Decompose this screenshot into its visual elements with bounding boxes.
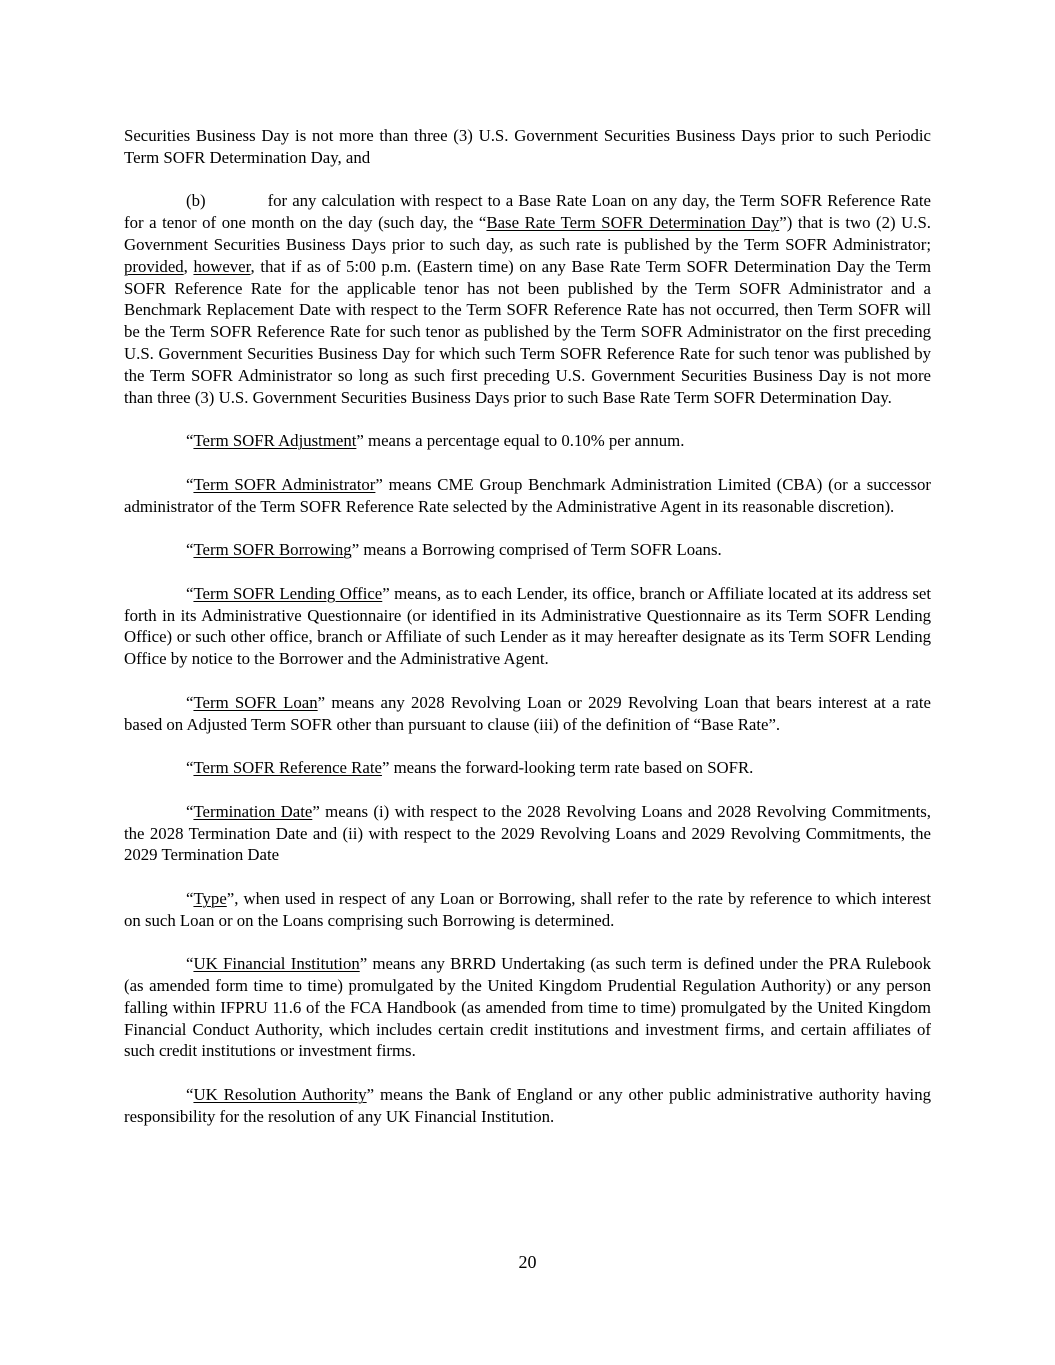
- proviso-provided: provided: [124, 256, 184, 276]
- definition-text: ” means CME Group Benchmark Administration Limited (CBA) (or a successor administrator of the Term SOFR Reference Rate selected by the Administrative Agent in its reasonable discretion).: [124, 474, 932, 516]
- continuation-text: Securities Business Day is not more than three (3) U.S. Government Securities Business Days prior to such Periodic Term SOFR Determination Day, and: [124, 126, 931, 167]
- definition-text: ” means (i) with respect to the 2028 Revolving Loans and 2028 Revolving Commitments, the 2028 Termination Date and (ii) with respect to the 2029 Revolving Loans and 2029 Revolving Commitments, the 2029 Termination Date: [124, 801, 931, 865]
- definition-text: ” means any BRRD Undertaking (as such term is defined under the PRA Rulebook (as amended form time to time) promulgated by the United Kingdom Prudential Regulation Authority) or any person falling within IFPRU 11.6 of the FCA Handbook (as amended from time to time) promulgated by the United Kingdom Financial Conduct Authority, which includes certain credit institutions and investment firms, and certain affiliates of such credit institutions or investment firms.: [124, 954, 931, 1061]
- definition-text: ” means a percentage equal to 0.10% per annum.: [356, 431, 685, 451]
- defined-term: UK Financial Institution: [193, 954, 360, 974]
- document-body: [124, 125, 931, 1149]
- defined-term: Termination Date: [193, 801, 313, 821]
- definition-text: ”, when used in respect of any Loan or Borrowing, shall refer to the rate by reference to which interest on such Loan or on the Loans comprising such Borrowing is determined.: [124, 888, 931, 930]
- defined-term: Term SOFR Reference Rate: [193, 758, 382, 778]
- open-quote: “: [186, 692, 194, 712]
- continuation-paragraph: [124, 125, 931, 169]
- defined-term: Term SOFR Administrator: [193, 474, 376, 494]
- definition-term-sofr-reference-rate: [124, 757, 931, 779]
- open-quote: “: [186, 758, 194, 778]
- open-quote: “: [186, 583, 194, 603]
- defined-term: Term SOFR Adjustment: [193, 431, 357, 451]
- definition-text: ” means a Borrowing comprised of Term SOFR Loans.: [351, 540, 722, 560]
- open-quote: “: [186, 474, 194, 494]
- definition-term-sofr-administrator: [124, 474, 931, 518]
- open-quote: “: [186, 1085, 194, 1105]
- definition-term-sofr-lending-office: [124, 583, 931, 670]
- defined-term: UK Resolution Authority: [193, 1085, 367, 1105]
- definition-term-sofr-borrowing: [124, 539, 931, 561]
- definition-uk-financial-institution: [124, 953, 931, 1062]
- open-quote: “: [186, 801, 194, 821]
- definition-text: ” means, as to each Lender, its office, branch or Affiliate located at its address set forth in its Administrative Questionnaire (or identified in its Administrative Questionnaire as its Term SOFR Lending Office) or such other office, branch or Affiliate of such Lender as it may hereafter designate as its Term SOFR Lending Office by notice to the Borrower and the Administrative Agent.: [124, 583, 931, 669]
- definition-termination-date: [124, 801, 931, 866]
- page-number: 20: [518, 1252, 537, 1272]
- clause-b-text: , that if as of 5:00 p.m. (Eastern time) on any Base Rate Term SOFR Determination Day the Term SOFR Reference Rate for the applicable tenor has not been published by the Term SOFR Administrator and a Benchmark Replacement Date with respect to the Term SOFR Reference Rate has not occurred, then Term SOFR will be the Term SOFR Reference Rate for such tenor as published by the Term SOFR Administrator on the first preceding U.S. Government Securities Business Day for which such Term SOFR Reference Rate for such tenor was published by the Term SOFR Administrator so long as such first preceding U.S. Government Securities Business Day is not more than three (3) U.S. Government Securities Business Days prior to such Base Rate Term SOFR Determination Day.: [124, 256, 931, 407]
- defined-term: Term SOFR Loan: [193, 692, 318, 712]
- open-quote: “: [186, 431, 194, 451]
- open-quote: “: [186, 888, 194, 908]
- clause-b-text: ”) that is two (2) U.S. Government Securities Business Days prior to such day, as such rate is published by the Term SOFR Administrator;: [124, 213, 932, 254]
- definition-term-sofr-adjustment: [124, 430, 931, 452]
- open-quote: “: [186, 954, 194, 974]
- clause-b-paragraph: [124, 190, 931, 408]
- definition-type: [124, 888, 931, 932]
- defined-term: Type: [193, 888, 227, 908]
- open-quote: “: [186, 540, 194, 560]
- definition-uk-resolution-authority: [124, 1084, 931, 1128]
- defined-term: Term SOFR Borrowing: [193, 540, 352, 560]
- proviso-however: however: [193, 256, 251, 276]
- definition-text: ” means the Bank of England or any other public administrative authority having responsibility for the resolution of any UK Financial Institution.: [124, 1085, 931, 1126]
- definition-term-sofr-loan: [124, 692, 931, 736]
- clause-b-label: (b): [186, 191, 206, 211]
- clause-b-text: for any calculation with respect to a Base Rate Loan on any day, the Term SOFR Reference Rate for a tenor of one month on the day (such day, the “: [124, 191, 931, 233]
- definition-text: ” means any 2028 Revolving Loan or 2029 Revolving Loan that bears interest at a rate based on Adjusted Term SOFR other than pursuant to clause (iii) of the definition of “Base Rate”.: [124, 692, 931, 734]
- punctuation: ,: [183, 256, 194, 276]
- definition-text: ” means the forward-looking term rate based on SOFR.: [381, 758, 754, 778]
- defined-term: Base Rate Term SOFR Determination Day: [486, 213, 780, 233]
- defined-term: Term SOFR Lending Office: [193, 583, 383, 603]
